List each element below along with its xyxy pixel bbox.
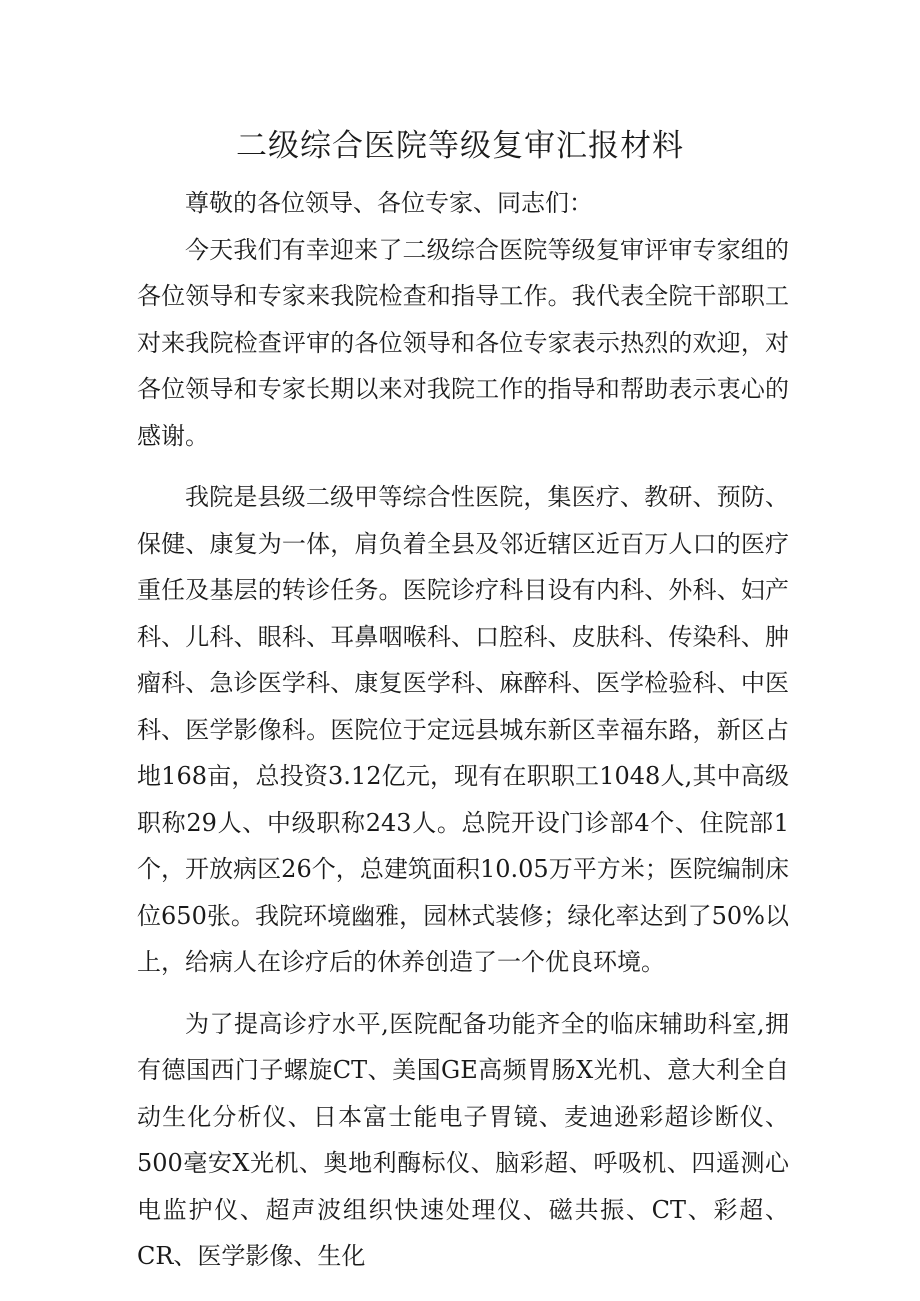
document-title: 二级综合医院等级复审汇报材料: [236, 128, 684, 164]
paragraph-equipment: 为了提高诊疗水平,医院配备功能齐全的临床辅助科室,拥有德国西门子螺旋CT、美国GE高频胃肠X光机、意大利全自动生化分析仪、日本富士能电子胃镜、麦迪逊彩超诊断仪、500毫安X光机、奥地利酶标仪、脑彩超、呼吸机、四遥测心电监护仪、超声波组织快速处理仪、磁共振、CT、彩超、CR、医学影像、生化: [137, 1009, 789, 1270]
document-body: [137, 180, 789, 1280]
paragraph-hospital-overview: 我院是县级二级甲等综合性医院，集医疗、教研、预防、保健、康复为一体，肩负着全县及邻近辖区近百万人口的医疗重任及基层的转诊任务。医院诊疗科目设有内科、外科、妇产科、儿科、眼科、耳鼻咽喉科、口腔科、皮肤科、传染科、肿瘤科、急诊医学科、康复医学科、麻醉科、医学检验科、中医科、医学影像科。医院位于定远县城东新区幸福东路，新区占地168亩，总投资3.12亿元，现有在职职工1048人,其中高级职称29人、中级职称243人。总院开设门诊部4个、住院部1个，开放病区26个，总建筑面积10.05万平方米；医院编制床位650张。我院环境幽雅，园林式装修；绿化率达到了50%以上，给病人在诊疗后的休养创造了一个优良环境。: [137, 483, 789, 976]
paragraph-welcome: 今天我们有幸迎来了二级综合医院等级复审评审专家组的各位领导和专家来我院检查和指导工作。我代表全院干部职工对来我院检查评审的各位领导和各位专家表示热烈的欢迎，对各位领导和专家长期以来对我院工作的指导和帮助表示衷心的感谢。: [137, 235, 789, 450]
salutation: 尊敬的各位领导、各位专家、同志们：: [185, 189, 593, 217]
